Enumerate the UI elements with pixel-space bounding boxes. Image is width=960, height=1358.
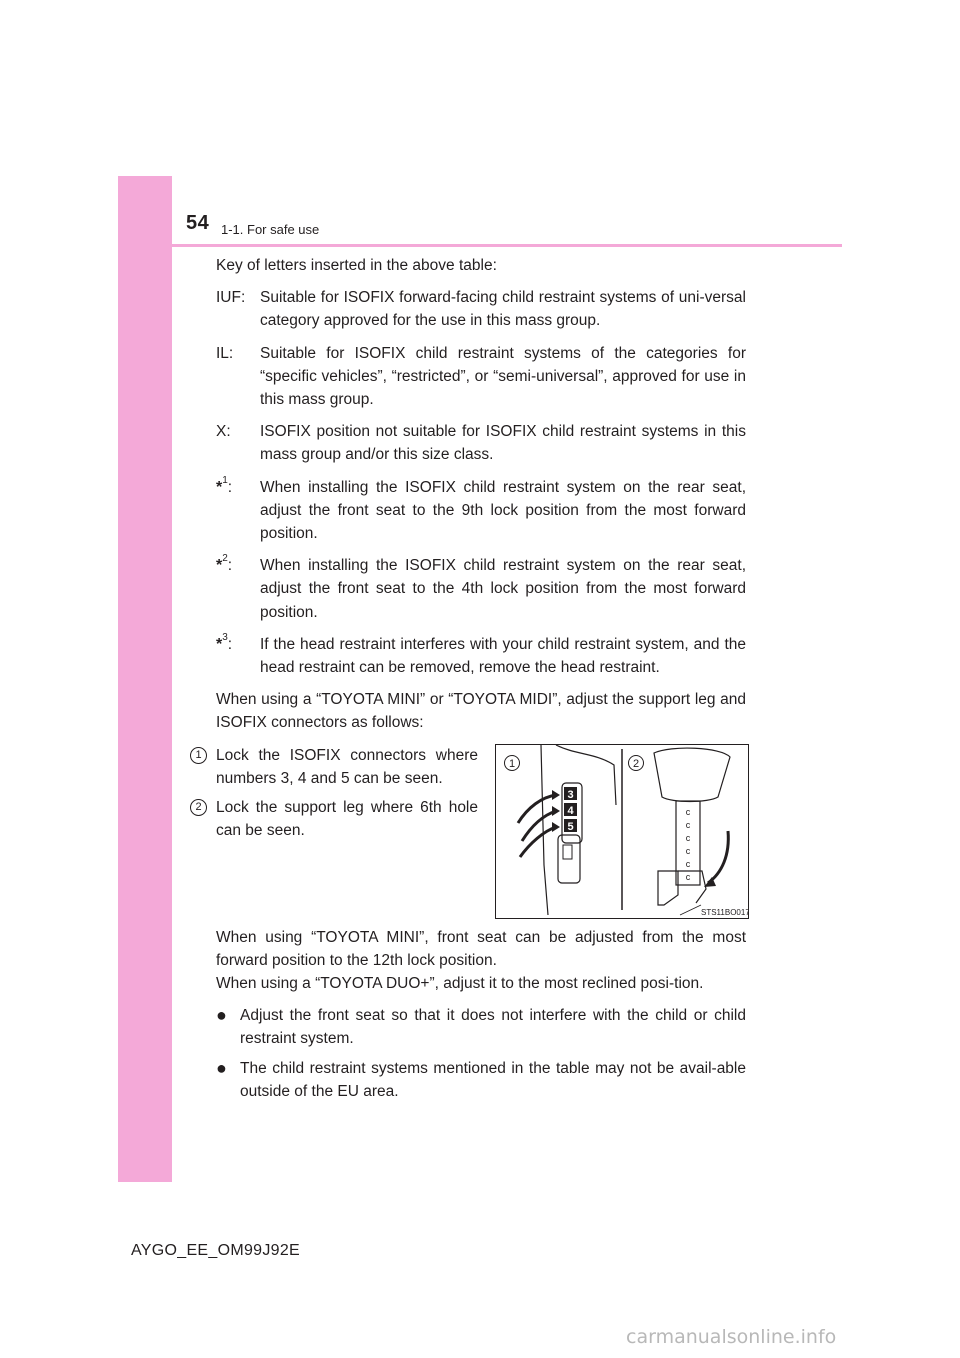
step-number-badge: 1 — [190, 747, 207, 764]
callout-2-label: 2 — [632, 757, 640, 770]
footnote-1 — [216, 476, 746, 546]
header-rule — [172, 244, 842, 247]
definition-text: ISOFIX position not suitable for ISOFIX child restraint systems in this mass group and/or this size class. — [260, 423, 746, 464]
footnote-marker: *$^1$: — [216, 474, 233, 496]
number-label-3: 3 — [567, 788, 574, 801]
page-number: 54 — [186, 212, 210, 234]
page-content — [195, 254, 748, 1109]
footnote-marker: *$^3$: — [216, 631, 233, 653]
svg-text:c: c — [685, 819, 691, 830]
bullet-text: Adjust the front seat so that it does not interfere with the child or child restraint system. — [240, 1007, 746, 1048]
step-1 — [195, 744, 478, 790]
step-number-badge: 2 — [190, 799, 207, 816]
definition-tag: IUF: — [216, 289, 246, 307]
document-code: AYGO_EE_OM99J92E — [131, 1242, 301, 1259]
footnote-text: When installing the ISOFIX child restraint system on the rear seat, adjust the front seat to the 9th lock position from the most forward position. — [260, 478, 746, 543]
definition-x — [216, 420, 746, 466]
section-title: 1-1. For safe use — [221, 222, 320, 237]
sidebar-tab — [118, 176, 172, 1182]
after-text-2: When using a “TOYOTA DUO+”, adjust it to the most reclined posi-tion. — [216, 975, 704, 993]
definition-tag: IL: — [216, 344, 234, 362]
footnote-2 — [216, 554, 746, 624]
step-2 — [195, 796, 478, 842]
footnote-3 — [216, 633, 746, 679]
toyota-intro-text: When using a “TOYOTA MINI” or “TOYOTA MIDI”, adjust the support leg and ISOFIX connectors as follows: — [216, 691, 746, 732]
bullet-dot: ● — [216, 1057, 227, 1078]
isofix-illustration — [495, 744, 749, 919]
definition-iuf — [216, 286, 746, 332]
number-label-5: 5 — [567, 820, 574, 833]
step-text: Lock the support leg where 6th hole can be seen. — [216, 799, 478, 840]
figure-code: STS11BO017 — [701, 907, 748, 917]
site-watermark: carmanualsonline.info — [626, 1326, 837, 1348]
arrow-3 — [520, 827, 556, 857]
definition-il — [216, 342, 746, 412]
after-text-1: When using “TOYOTA MINI”, front seat can be adjusted from the most forward position to the 12th lock position. — [216, 928, 746, 969]
definition-tag: X: — [216, 423, 231, 441]
footnote-text: When installing the ISOFIX child restraint system on the rear seat, adjust the front seat to the 4th lock position from the most forward position. — [260, 557, 746, 621]
steps-block — [195, 744, 748, 924]
bullet-1 — [216, 1004, 746, 1050]
isofix-illustration-svg — [496, 745, 748, 918]
svg-text:c: c — [685, 871, 691, 882]
svg-text:c: c — [685, 832, 691, 843]
step-text: Lock the ISOFIX connectors where numbers 3, 4 and 5 can be seen. — [216, 746, 478, 787]
svg-text:c: c — [685, 845, 691, 856]
callout-1-label: 1 — [508, 757, 516, 770]
number-label-4: 4 — [567, 804, 574, 817]
bullet-text: The child restraint systems mentioned in the table may not be avail-able outside of the EU area. — [240, 1059, 746, 1100]
definition-text: Suitable for ISOFIX child restraint systems of the categories for “specific vehicles”, “restricted”, or “semi-universal”, approved for use in this mass group. — [260, 344, 746, 409]
svg-text:c: c — [685, 806, 691, 817]
bullet-dot: ● — [216, 1005, 227, 1026]
bullet-2 — [216, 1057, 746, 1103]
intro-text: Key of letters inserted in the above table: — [216, 257, 497, 274]
footnote-marker: *$^2$: — [216, 553, 233, 575]
arrow-1 — [518, 795, 556, 823]
definition-text: Suitable for ISOFIX forward-facing child restraint systems of uni-versal category approved for the use in this mass group. — [260, 289, 746, 330]
arrow-leg — [708, 831, 728, 883]
svg-text:c: c — [685, 858, 691, 869]
footnote-text: If the head restraint interferes with your child restraint system, and the head restraint can be removed, remove the head restraint. — [260, 635, 746, 677]
